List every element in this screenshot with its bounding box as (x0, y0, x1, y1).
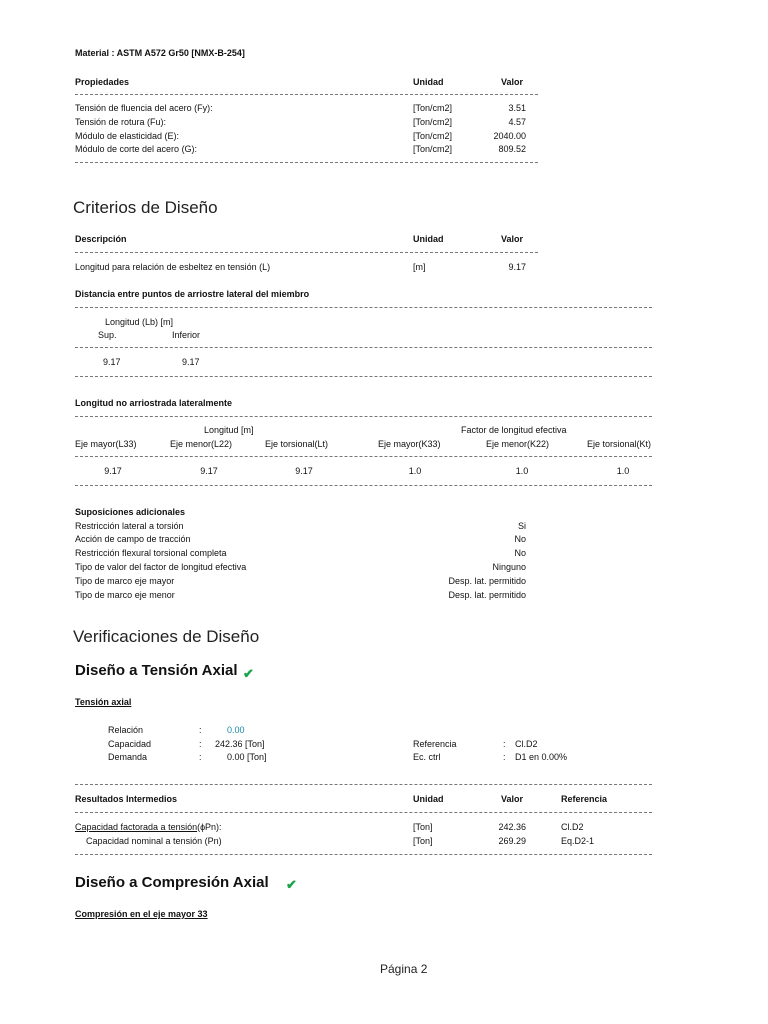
design-criteria-title: Criterios de Diseño (73, 198, 218, 217)
assumption-name: Restricción flexural torsional completa (75, 548, 227, 558)
material-label: Material : ASTM A572 Gr50 [NMX-B-254] (75, 48, 245, 58)
divider (75, 456, 652, 457)
property-name: Tensión de rotura (Fu): (75, 117, 167, 127)
intermediate-ref: Eq.D2-1 (561, 836, 595, 846)
divider (75, 347, 652, 348)
axial-tension-title: Diseño a Tensión Axial (75, 662, 238, 679)
unbraced-value: 9.17 (104, 466, 122, 476)
control-eq-value: D1 en 0.00% (515, 752, 568, 762)
criteria-row-unit: [m] (413, 262, 426, 272)
unbraced-title: Longitud no arriostrada lateralmente (75, 398, 233, 408)
criteria-header-value: Valor (501, 234, 524, 244)
property-name: Módulo de corte del acero (G): (75, 144, 198, 154)
ratio-label: Relación (108, 725, 144, 735)
assumption-value: Ninguno (492, 562, 526, 572)
bracing-col-sup: Sup. (98, 330, 117, 340)
criteria-row-value: 9.17 (508, 262, 526, 272)
property-value: 2040.00 (493, 131, 526, 141)
axial-compression-title: Diseño a Compresión Axial (75, 874, 269, 891)
unbraced-col: Eje mayor(K33) (378, 439, 441, 449)
assumption-value: Desp. lat. permitido (448, 576, 526, 586)
reference-label: Referencia (413, 739, 457, 749)
intermediate-header-ref: Referencia (561, 794, 608, 804)
colon: : (199, 739, 202, 749)
property-unit: [Ton/cm2] (413, 103, 453, 113)
capacity-label: Capacidad (108, 739, 152, 749)
colon: : (199, 725, 202, 735)
intermediate-value: 242.36 (498, 822, 526, 832)
divider (75, 252, 538, 253)
divider (75, 376, 652, 377)
criteria-header-unit: Unidad (413, 234, 444, 244)
intermediate-header-unit: Unidad (413, 794, 444, 804)
ratio-value: 0.00 (227, 725, 245, 735)
bracing-title: Distancia entre puntos de arriostre lateral del miembro (75, 289, 310, 299)
property-name: Módulo de elasticidad (E): (75, 131, 180, 141)
criteria-header-desc: Descripción (75, 234, 127, 244)
assumption-name: Tipo de valor del factor de longitud efectiva (75, 562, 247, 572)
property-unit: [Ton/cm2] (413, 144, 453, 154)
axial-tension-subtitle: Tensión axial (75, 697, 132, 707)
assumption-name: Restricción lateral a torsión (75, 521, 184, 531)
unbraced-value: 1.0 (616, 466, 630, 476)
unbraced-value: 9.17 (200, 466, 218, 476)
check-icon: ✔ (243, 666, 254, 681)
bracing-col-inf: Inferior (172, 330, 201, 340)
assumptions-title: Suposiciones adicionales (75, 507, 186, 517)
unbraced-col: Eje menor(K22) (486, 439, 550, 449)
unbraced-value: 1.0 (515, 466, 529, 476)
property-value: 3.51 (508, 103, 526, 113)
unbraced-col: Eje torsional(Lt) (265, 439, 329, 449)
axial-compression-subtitle: Compresión en el eje mayor 33 (75, 909, 208, 919)
assumption-value: Desp. lat. permitido (448, 590, 526, 600)
colon: : (503, 752, 506, 762)
intermediate-name-suffix: (ɸPn): (197, 822, 222, 832)
divider (75, 162, 538, 163)
page-number: Página 2 (380, 962, 428, 976)
intermediate-unit: [Ton] (413, 822, 433, 832)
verifications-title: Verificaciones de Diseño (73, 627, 260, 646)
bracing-val-inf: 9.17 (182, 357, 200, 367)
intermediate-unit: [Ton] (413, 836, 433, 846)
divider (75, 812, 652, 813)
intermediate-name-link: Capacidad factorada a tensión (75, 822, 198, 832)
property-name: Tensión de fluencia del acero (Fy): (75, 103, 213, 113)
property-value: 4.57 (508, 117, 526, 127)
intermediate-header-value: Valor (501, 794, 524, 804)
unbraced-value: 9.17 (295, 466, 313, 476)
divider (75, 854, 652, 855)
unbraced-group-length: Longitud [m] (204, 425, 254, 435)
intermediate-header-name: Resultados Intermedios (75, 794, 178, 804)
control-eq-label: Ec. ctrl (413, 752, 441, 762)
assumption-name: Tipo de marco eje mayor (75, 576, 175, 586)
intermediate-name (75, 822, 222, 832)
property-unit: [Ton/cm2] (413, 131, 453, 141)
unbraced-group-factor: Factor de longitud efectiva (461, 425, 567, 435)
divider (75, 416, 652, 417)
intermediate-ref: Cl.D2 (561, 822, 584, 832)
divider (75, 784, 652, 785)
unbraced-col: Eje torsional(Kt) (587, 439, 652, 449)
property-unit: [Ton/cm2] (413, 117, 453, 127)
check-icon: ✔ (286, 877, 297, 892)
properties-header-unit: Unidad (413, 77, 444, 87)
reference-value: Cl.D2 (515, 739, 538, 749)
bracing-group-label: Longitud (Lb) [m] (105, 317, 174, 327)
assumption-name: Tipo de marco eje menor (75, 590, 175, 600)
unbraced-col: Eje mayor(L33) (75, 439, 137, 449)
property-value: 809.52 (498, 144, 526, 154)
criteria-row-name: Longitud para relación de esbeltez en tensión (L) (75, 262, 271, 272)
colon: : (503, 739, 506, 749)
properties-header-name: Propiedades (75, 77, 130, 87)
colon: : (199, 752, 202, 762)
assumption-value: Si (517, 521, 526, 531)
properties-header-value: Valor (501, 77, 524, 87)
divider (75, 94, 538, 95)
demand-label: Demanda (108, 752, 148, 762)
demand-value: 0.00 [Ton] (227, 752, 267, 762)
divider (75, 307, 652, 308)
assumption-value: No (514, 548, 526, 558)
unbraced-col: Eje menor(L22) (170, 439, 233, 449)
assumption-value: No (514, 534, 526, 544)
assumption-name: Acción de campo de tracción (75, 534, 191, 544)
bracing-val-sup: 9.17 (103, 357, 121, 367)
divider (75, 485, 652, 486)
unbraced-value: 1.0 (408, 466, 422, 476)
capacity-value: 242.36 [Ton] (215, 739, 265, 749)
intermediate-value: 269.29 (498, 836, 526, 846)
intermediate-name: Capacidad nominal a tensión (Pn) (86, 836, 222, 846)
